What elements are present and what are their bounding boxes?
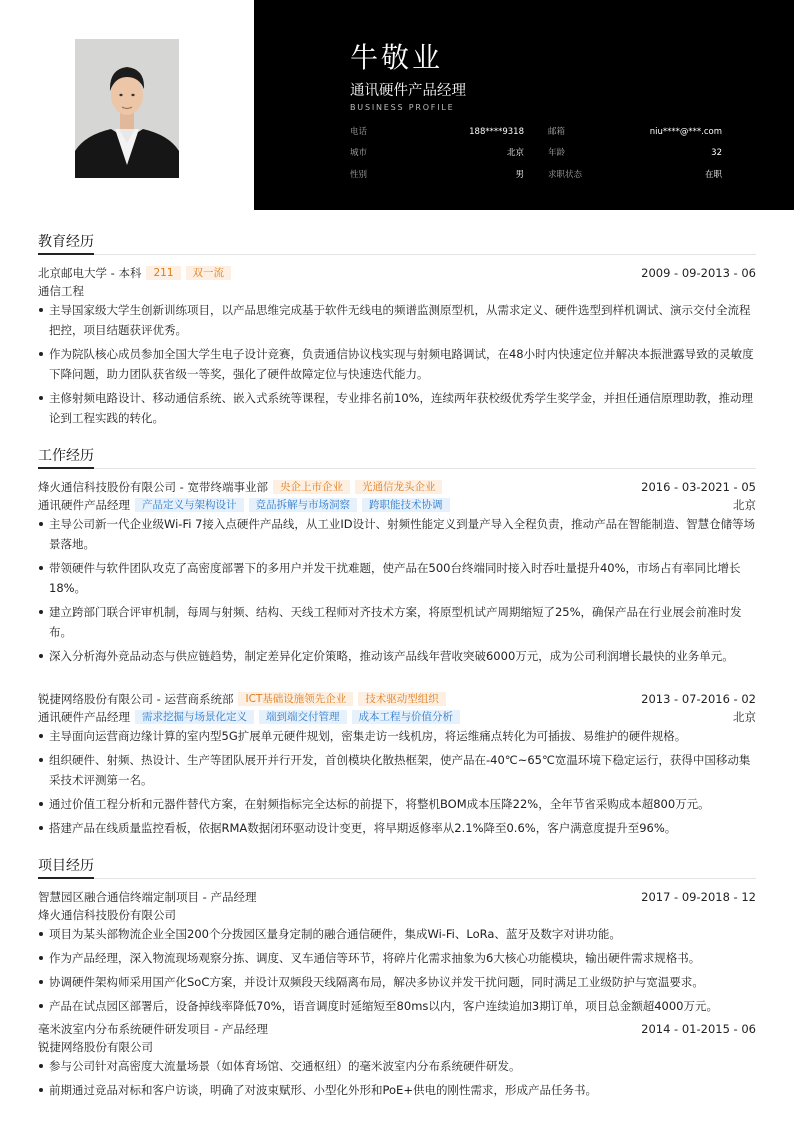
list-item: 主导公司新一代企业级Wi-Fi 7接入点硬件产品线，从工业ID设计、射频性能定义到量产导入全程负责，推动产品在智能制造、智慧仓储等场景落地。 <box>38 514 756 554</box>
info-label: 邮箱 <box>548 127 566 137</box>
company-tag: 技术驱动型组织 <box>358 692 446 706</box>
portrait-image <box>75 39 179 178</box>
resume-header <box>0 0 794 210</box>
company-tag: 央企上市企业 <box>273 480 350 494</box>
education-bullets <box>38 300 756 432</box>
education-major-row <box>38 282 756 300</box>
list-item: 搭建产品在线质量监控看板，依据RMA数据闭环驱动设计变更，将早期返修率从2.1%降至0.6%，客户满意度提升至96%。 <box>38 818 756 838</box>
project-org: 烽火通信科技股份有限公司 <box>38 908 176 922</box>
section-title: 项目经历 <box>38 858 94 874</box>
project-dates: 2017 - 09-2018 - 12 <box>641 890 756 904</box>
section-divider <box>38 877 756 879</box>
list-item: 带领硬件与软件团队攻克了高密度部署下的多用户并发干扰难题，使产品在500台终端同时接入时吞吐量提升40%，市场占有率同比增长18%。 <box>38 558 756 598</box>
profile-photo <box>75 39 179 178</box>
project-title-row <box>38 1020 756 1038</box>
projects-section-header <box>38 857 756 879</box>
job-dates: 2013 - 07-2016 - 02 <box>641 692 756 706</box>
list-item: 协调硬件架构师采用国产化SoC方案，并设计双频段天线隔离布局，解决多协议并发干扰问题，同时满足工业级防护与宽温要求。 <box>38 972 756 992</box>
job-role: 通讯硬件产品经理 <box>38 710 130 724</box>
list-item: 参与公司针对高密度大流量场景（如体育场馆、交通枢纽）的毫米波室内分布系统硬件研发。 <box>38 1056 756 1076</box>
project-name: 智慧园区融合通信终端定制项目 - 产品经理 <box>38 890 257 904</box>
info-value: 188****9318 <box>469 127 524 137</box>
skill-tag: 成本工程与价值分析 <box>352 710 461 724</box>
profile-banner <box>254 0 794 210</box>
list-item: 项目为某头部物流企业全国200个分拨园区量身定制的融合通信硬件，集成Wi-Fi、LoRa、蓝牙及数字对讲功能。 <box>38 924 756 944</box>
info-label: 城市 <box>350 148 368 158</box>
job-dates: 2016 - 03-2021 - 05 <box>641 480 756 494</box>
section-title: 工作经历 <box>38 448 94 464</box>
banner-subtitle: BUSINESS PROFILE <box>350 103 455 112</box>
list-item: 建立跨部门联合评审机制，每周与射频、结构、天线工程师对齐技术方案，将原型机试产周期缩短了25%，确保产品在行业展会前准时发布。 <box>38 602 756 642</box>
info-label: 年龄 <box>548 148 566 158</box>
job-location: 北京 <box>733 710 756 724</box>
project-bullets <box>38 1056 756 1104</box>
job-company-row <box>38 690 756 708</box>
education-dates: 2009 - 09-2013 - 06 <box>641 266 756 280</box>
list-item: 组织硬件、射频、热设计、生产等团队展开并行开发，首创模块化散热框架，使产品在-40℃~65℃宽温环境下稳定运行，获得中国移动集采技术评测第一名。 <box>38 750 756 790</box>
skill-tag: 产品定义与架构设计 <box>135 498 244 512</box>
job-role-row <box>38 708 756 726</box>
list-item: 主修射频电路设计、移动通信系统、嵌入式系统等课程，专业排名前10%，连续两年获校级优秀学生奖学金，并担任通信原理助教，推动理论到工程实践的转化。 <box>38 388 756 428</box>
section-divider <box>38 253 756 255</box>
list-item: 作为产品经理，深入物流现场观察分拣、调度、叉车通信等环节，将碎片化需求抽象为6大核心功能模块，输出硬件需求规格书。 <box>38 948 756 968</box>
list-item: 主导国家级大学生创新训练项目，以产品思维完成基于软件无线电的频谱监测原型机，从需求定义、硬件选型到样机调试、演示交付全流程把控，项目结题获评优秀。 <box>38 300 756 340</box>
job-role-row <box>38 496 756 514</box>
project-title-row <box>38 888 756 906</box>
list-item: 作为院队核心成员参加全国大学生电子设计竞赛，负责通信协议栈实现与射频电路调试，在48小时内快速定位并解决本振泄露导致的灵敏度下降问题，助力团队获省级一等奖，强化了硬件故障定位与快速迭代能力。 <box>38 344 756 384</box>
target-position: 通讯硬件产品经理 <box>350 83 466 99</box>
info-label: 电话 <box>350 127 368 137</box>
work-section-header <box>38 447 756 469</box>
company-tag: 光通信龙头企业 <box>355 480 443 494</box>
list-item: 前期通过竞品对标和客户访谈，明确了对波束赋形、小型化外形和PoE+供电的刚性需求，形成产品任务书。 <box>38 1080 756 1100</box>
info-value: 32 <box>711 148 722 158</box>
job-role: 通讯硬件产品经理 <box>38 498 130 512</box>
section-title: 教育经历 <box>38 234 94 250</box>
job-bullets <box>38 726 756 842</box>
list-item: 深入分析海外竞品动态与供应链趋势，制定差异化定价策略，推动该产品线年营收突破6000万元，成为公司利润增长最快的业务单元。 <box>38 646 756 666</box>
company-tag: ICT基础设施领先企业 <box>238 692 353 706</box>
job-company-row <box>38 478 756 496</box>
major: 通信工程 <box>38 284 84 298</box>
project-name: 毫米波室内分布系统硬件研发项目 - 产品经理 <box>38 1022 268 1036</box>
school-tag: 双一流 <box>186 266 232 280</box>
skill-tag: 跨职能技术协调 <box>362 498 450 512</box>
info-label: 求职状态 <box>548 170 583 180</box>
skill-tag: 端到端交付管理 <box>259 710 347 724</box>
project-org-row <box>38 1038 756 1056</box>
education-section-header <box>38 233 756 255</box>
project-dates: 2014 - 01-2015 - 06 <box>641 1022 756 1036</box>
skill-tag: 需求挖掘与场景化定义 <box>135 710 254 724</box>
company-name: 锐捷网络股份有限公司 - 运营商系统部 <box>38 692 234 706</box>
list-item: 产品在试点园区部署后，设备掉线率降低70%，语音调度时延缩短至80ms以内，客户连续追加3期订单，项目总金额超4000万元。 <box>38 996 756 1016</box>
section-divider <box>38 467 756 469</box>
project-org-row <box>38 906 756 924</box>
job-location: 北京 <box>733 498 756 512</box>
candidate-name: 牛敬业 <box>350 41 444 74</box>
info-value: 男 <box>515 170 524 180</box>
info-value: 北京 <box>506 148 524 158</box>
job-bullets <box>38 514 756 670</box>
project-org: 锐捷网络股份有限公司 <box>38 1040 153 1054</box>
school-name: 北京邮电大学 - 本科 <box>38 266 142 280</box>
skill-tag: 竞品拆解与市场洞察 <box>249 498 358 512</box>
info-label: 性别 <box>350 170 368 180</box>
company-name: 烽火通信科技股份有限公司 - 宽带终端事业部 <box>38 480 268 494</box>
list-item: 主导面向运营商边缘计算的室内型5G扩展单元硬件规划，密集走访一线机房，将运维痛点转化为可插拔、易维护的硬件规格。 <box>38 726 756 746</box>
list-item: 通过价值工程分析和元器件替代方案，在射频指标完全达标的前提下，将整机BOM成本压降22%，全年节省采购成本超800万元。 <box>38 794 756 814</box>
school-tag: 211 <box>146 266 180 280</box>
education-school-row <box>38 264 756 282</box>
project-bullets <box>38 924 756 1020</box>
info-value: niu****@***.com <box>649 127 722 137</box>
info-value: 在职 <box>704 170 722 180</box>
